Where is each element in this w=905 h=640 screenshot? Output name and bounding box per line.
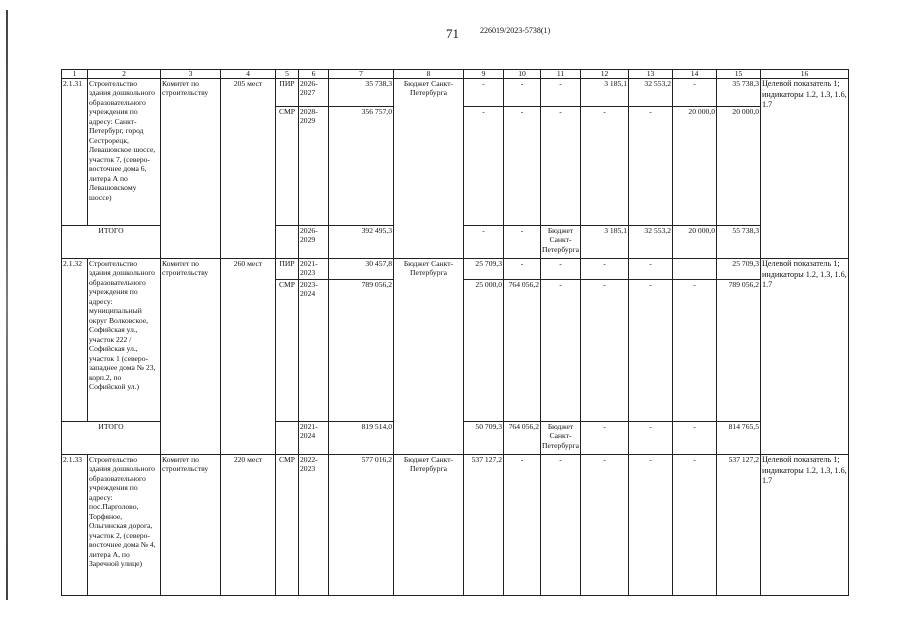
value-cell: -	[629, 259, 673, 280]
value-cell: -	[541, 259, 581, 280]
value-cell: 20 000,0	[717, 107, 761, 226]
customer: Комитет по строительству	[161, 455, 221, 596]
project-number: 2.1.33	[62, 455, 88, 596]
value-cell: -	[629, 455, 673, 596]
target-indicators: Целевой показатель 1; индикаторы 1.2, 1.3, 1.6, 1.7	[761, 259, 849, 455]
customer: Комитет по строительству	[161, 259, 221, 455]
header-cell: 5	[276, 70, 299, 79]
cost: 577 016,2	[329, 455, 394, 596]
funding-source: Бюджет Санкт-Петербурга	[394, 259, 464, 455]
value-cell: 25 709,3	[464, 259, 504, 280]
value-cell: -	[673, 79, 717, 107]
header-cell: 10	[504, 70, 541, 79]
value-cell: -	[504, 226, 541, 259]
value-cell: -	[581, 455, 629, 596]
project-number: 2.1.31	[62, 79, 88, 226]
years: 2022-2023	[299, 455, 329, 596]
object-description: Строительство здания дошкольного образовательного учреждения по адресу: Санкт-Петербург, город Сестрорецк, Левашовское шоссе, участок 7, (северо-восточнее дома 6, литера А по Левашовскому шоссе)	[88, 79, 161, 226]
value-cell: 32 553,2	[629, 79, 673, 107]
value-cell: -	[504, 259, 541, 280]
header-cell: 12	[581, 70, 629, 79]
value-cell: 32 553,2	[629, 226, 673, 259]
value-cell: 20 000,0	[673, 107, 717, 226]
capacity: 205 мест	[221, 79, 276, 259]
value-cell: -	[464, 79, 504, 107]
value-cell: -	[541, 107, 581, 226]
header-cell: 6	[299, 70, 329, 79]
value-cell: 3 185,1	[581, 226, 629, 259]
value-cell	[673, 259, 717, 280]
header-cell: 9	[464, 70, 504, 79]
scan-edge-shadow	[6, 10, 8, 600]
value-cell: 35 738,3	[717, 79, 761, 107]
target-indicators: Целевой показатель 1; индикаторы 1.2, 1.3, 1.6, 1.7	[761, 79, 849, 259]
stage	[276, 422, 299, 455]
years: 2026-2027	[299, 79, 329, 107]
value-cell: -	[504, 79, 541, 107]
stage: СМР	[276, 455, 299, 596]
header-cell: 11	[541, 70, 581, 79]
value-cell: 20 000,0	[673, 226, 717, 259]
capacity: 220 мест	[221, 455, 276, 596]
cost: 789 056,2	[329, 280, 394, 422]
header-cell: 16	[761, 70, 849, 79]
program-table	[61, 69, 849, 596]
years: 2028-2029	[299, 107, 329, 226]
value-cell: -	[629, 107, 673, 226]
header-cell: 8	[394, 70, 464, 79]
project-number: 2.1.32	[62, 259, 88, 422]
stage: ПИР	[276, 79, 299, 107]
value-cell: -	[629, 422, 673, 455]
value-cell: -	[581, 422, 629, 455]
stage	[276, 226, 299, 259]
table-row	[62, 259, 849, 280]
object-description: Строительство здания дошкольного образовательного учреждения по адресу: пос.Парголово, Торфяное, Ольгинская дорога, участок 2, (северо-восточнее дома № 4, литера А, по Заречной улице)	[88, 455, 161, 596]
capacity: 260 мест	[221, 259, 276, 455]
value-cell: -	[673, 422, 717, 455]
cost: 356 757,0	[329, 107, 394, 226]
object-description: Строительство здания дошкольного образовательного учреждения по адресу: муниципальный округ Волковское, Софийская ул., участок 222 / Софийская ул., участок 1 (северо-западнее дома № 23, корп.2, по Софийской ул.)	[88, 259, 161, 422]
value-cell: 3 185,1	[581, 79, 629, 107]
funding-source: Бюджет Санкт-Петербурга	[394, 79, 464, 259]
years: 2021-2024	[299, 422, 329, 455]
stage: ПИР	[276, 259, 299, 280]
value-cell: -	[541, 79, 581, 107]
header-cell: 13	[629, 70, 673, 79]
target-indicators: Целевой показатель 1; индикаторы 1.2, 1.3, 1.6, 1.7	[761, 455, 849, 596]
stage: СМР	[276, 107, 299, 226]
value-cell: -	[581, 280, 629, 422]
value-cell: 789 056,2	[717, 280, 761, 422]
page-number: 71	[446, 26, 459, 41]
header-cell: 7	[329, 70, 394, 79]
value-cell: -	[673, 455, 717, 596]
value-cell: 50 709,3	[464, 422, 504, 455]
header-cell: 3	[161, 70, 221, 79]
years: 2021-2023	[299, 259, 329, 280]
value-cell: -	[541, 455, 581, 596]
customer: Комитет по строительству	[161, 79, 221, 259]
header-row	[62, 70, 849, 79]
header-cell: 15	[717, 70, 761, 79]
header-cell: 14	[673, 70, 717, 79]
value-cell: -	[629, 280, 673, 422]
value-cell: -	[464, 107, 504, 226]
value-cell: -	[464, 226, 504, 259]
value-cell: -	[581, 107, 629, 226]
cost: 35 738,3	[329, 79, 394, 107]
value-cell: 814 765,5	[717, 422, 761, 455]
table-row	[62, 79, 849, 107]
total-label: ИТОГО	[62, 422, 161, 455]
value-cell: 764 056,2	[504, 422, 541, 455]
value-cell: -	[581, 259, 629, 280]
stage: СМР	[276, 280, 299, 422]
funding-source: Бюджет Санкт-Петербурга	[541, 226, 581, 259]
cost: 392 495,3	[329, 226, 394, 259]
value-cell: 764 056,2	[504, 280, 541, 422]
years: 2023-2024	[299, 280, 329, 422]
value-cell: 25 000,0	[464, 280, 504, 422]
value-cell: -	[541, 280, 581, 422]
header-cell: 1	[62, 70, 88, 79]
table-row	[62, 455, 849, 596]
header-cell: 2	[88, 70, 161, 79]
years: 2026-2029	[299, 226, 329, 259]
value-cell: -	[673, 280, 717, 422]
value-cell: -	[504, 107, 541, 226]
value-cell: 25 709,3	[717, 259, 761, 280]
document-id: 226019/2023-5738(1)	[480, 26, 551, 35]
value-cell: -	[504, 455, 541, 596]
funding-source: Бюджет Санкт-Петербурга	[394, 455, 464, 596]
header-cell: 4	[221, 70, 276, 79]
total-label: ИТОГО	[62, 226, 161, 259]
value-cell: 537 127,2	[717, 455, 761, 596]
cost: 819 514,0	[329, 422, 394, 455]
cost: 30 457,8	[329, 259, 394, 280]
value-cell: 55 738,3	[717, 226, 761, 259]
funding-source: Бюджет Санкт-Петербурга	[541, 422, 581, 455]
value-cell: 537 127,2	[464, 455, 504, 596]
